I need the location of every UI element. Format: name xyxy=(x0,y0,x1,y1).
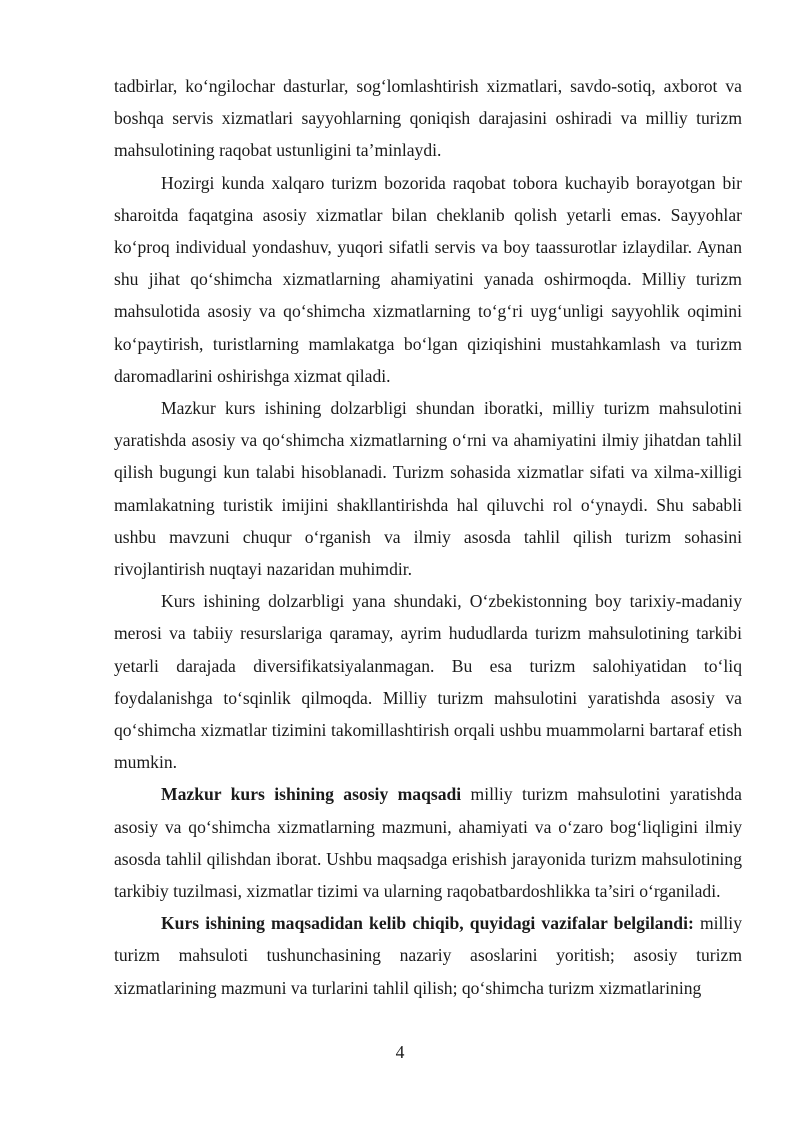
paragraph-5-text: milliy turizm mahsulotini yaratishda asosiy va qo‘shimcha xizmatlarning mazmuni, ahamiyati va o‘zaro bog‘liqligini ilmiy asosda tahlil qilishdan iborat. Ushbu maqsadga erishish jarayonida turizm mahsulotining tarkibiy tuzilmasi, xizmatlar tizimi va ularning raqobatbardoshlikka ta’siri o‘rganiladi. xyxy=(114,784,742,902)
paragraph-4-text: Kurs ishining dolzarbligi yana shundaki, O‘zbekistonning boy tarixiy-madaniy merosi va tabiiy resurslariga qaramay, ayrim hududlarda turizm mahsulotining tarkibi yetarli darajada diversifikatsiyalanmagan. Bu esa turizm salohiyatidan to‘liq foydalanishga to‘sqinlik qilmoqda. Milliy turizm mahsulotini yaratishda asosiy va qo‘shimcha xizmatlar tizimini takomillashtirish orqali ushbu muammolarni bartaraf etish mumkin. xyxy=(114,591,742,773)
paragraph-5-bold-lead: Mazkur kurs ishining asosiy maqsadi xyxy=(161,784,462,805)
paragraph-6 xyxy=(114,907,742,1004)
paragraph-4 xyxy=(114,585,742,778)
paragraph-3 xyxy=(114,392,742,585)
paragraph-6-bold-lead: Kurs ishining maqsadidan kelib chiqib, quyidagi vazifalar belgilandi: xyxy=(161,913,694,934)
paragraph-1 xyxy=(114,70,742,167)
paragraph-1-text: tadbirlar, ko‘ngilochar dasturlar, sog‘lomlashtirish xizmatlari, savdo-sotiq, axborot va boshqa servis xizmatlari sayyohlarning qoniqish darajasini oshiradi va milliy turizm mahsulotining raqobat ustunligini ta’minlaydi. xyxy=(114,76,742,161)
page-number: 4 xyxy=(395,1042,405,1062)
paragraph-6-text: milliy turizm mahsuloti tushunchasining nazariy asoslarini yoritish; asosiy turizm xizmatlarining mazmuni va turlarini tahlil qilish; qo‘shimcha turizm xizmatlarining xyxy=(114,913,742,998)
paragraph-2-text: Hozirgi kunda xalqaro turizm bozorida raqobat tobora kuchayib borayotgan bir sharoitda faqatgina asosiy xizmatlar bilan cheklanib qolish yetarli emas. Sayyohlar ko‘proq individual yondashuv, yuqori sifatli servis va boy taassurotlar izlaydilar. Aynan shu jihat qo‘shimcha xizmatlarning ahamiyatini yanada oshirmoqda. Milliy turizm mahsulotida asosiy va qo‘shimcha xizmatlarning to‘g‘ri uyg‘unligi sayyohlik oqimini ko‘paytirish, turistlarning mamlakatga bo‘lgan qiziqishini mustahkamlash va turizm daromadlarini oshirishga xizmat qiladi. xyxy=(114,172,742,386)
paragraph-5 xyxy=(114,778,742,907)
paragraph-2 xyxy=(114,167,742,392)
paragraph-3-text: Mazkur kurs ishining dolzarbligi shundan iboratki, milliy turizm mahsulotini yaratishda asosiy va qo‘shimcha xizmatlarning o‘rni va ahamiyatini ilmiy jihatdan tahlil qilish bugungi kun talabi hisoblanadi. Turizm sohasida xizmatlar sifati va xilma-xilligi mamlakatning turistik imijini shakllantirishda hal qiluvchi rol o‘ynaydi. Shu sababli ushbu mavzuni chuqur o‘rganish va ilmiy asosda tahlil qilish turizm sohasini rivojlantirish nuqtayi nazaridan muhimdir. xyxy=(114,398,742,580)
document-body xyxy=(114,70,742,1004)
